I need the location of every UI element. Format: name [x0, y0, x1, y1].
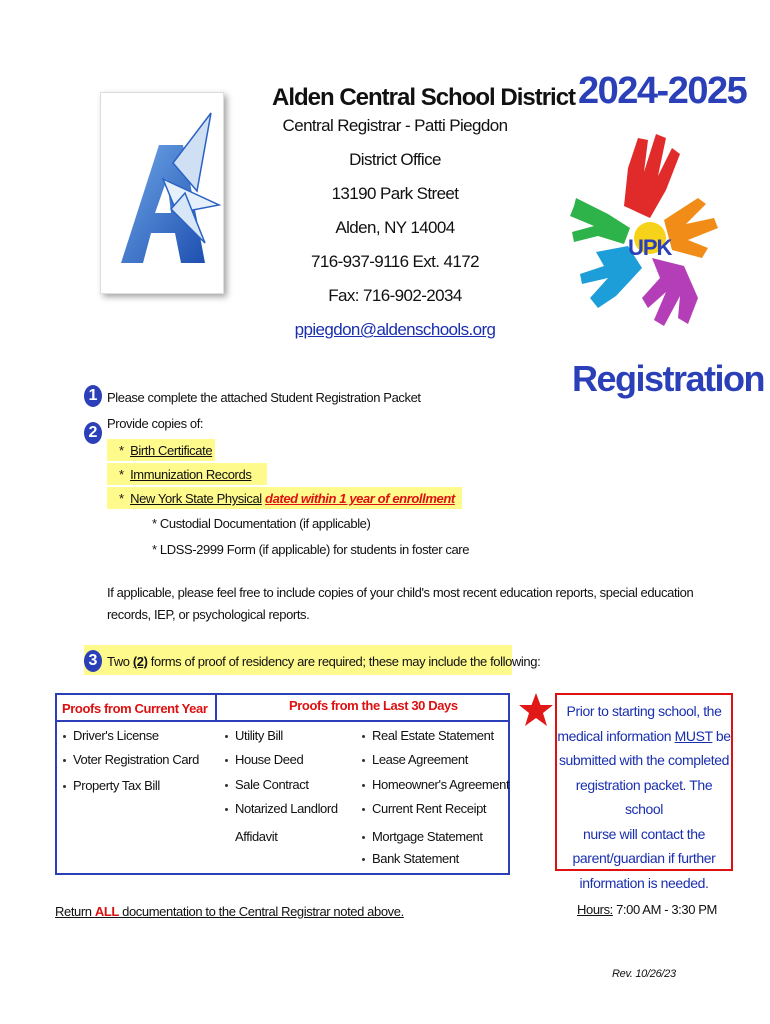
doc-item: * Immunization Records: [119, 467, 252, 482]
hours-value: 7:00 AM - 3:30 PM: [612, 902, 717, 917]
table-column-divider: [215, 693, 217, 722]
list-item: Current Rent Receipt: [362, 801, 486, 816]
birth-certificate-label: Birth Certificate: [130, 443, 213, 458]
district-logo: [100, 92, 224, 294]
step-2-text: Provide copies of:: [107, 416, 204, 431]
physical-label: New York State Physical: [130, 491, 262, 506]
list-item: House Deed: [225, 752, 303, 767]
optional-docs-line-2: records, IEP, or psychological reports.: [107, 607, 310, 622]
notice-line: registration packet. The school: [575, 776, 713, 817]
list-item: Real Estate Statement: [362, 728, 494, 743]
custodial-doc-item: * Custodial Documentation (if applicable): [152, 516, 371, 531]
list-item: Utility Bill: [225, 728, 283, 743]
step-1-text: Please complete the attached Student Registration Packet: [107, 390, 421, 405]
fax-number: Fax: 716-902-2034: [328, 286, 462, 305]
hours-label: Hours:: [577, 902, 613, 917]
email-wrapper: [250, 320, 540, 340]
all-emphasis: ALL: [94, 904, 119, 919]
registration-title: Registration: [572, 358, 765, 399]
table-divider: [55, 720, 510, 722]
last-30-days-heading: Proofs from the Last 30 Days: [289, 698, 458, 713]
street-address: 13190 Park Street: [331, 184, 459, 203]
program-label: UPK: [628, 235, 672, 260]
step-number-1: 1: [84, 385, 102, 407]
notice-line: parent/guardian if further: [572, 850, 716, 866]
must-emphasis: MUST: [674, 727, 713, 744]
optional-docs-line-1: If applicable, please feel free to include copies of your child's most recent education reports, special education: [107, 585, 694, 600]
residency-count: (2): [132, 654, 148, 669]
physical-note: dated within 1 year of enrollment: [265, 491, 455, 506]
city-state-zip: Alden, NY 14004: [335, 218, 455, 237]
list-item: Homeowner's Agreement: [362, 777, 509, 792]
notice-line: nurse will contact the: [583, 825, 705, 842]
step-number-3: 3: [84, 650, 102, 672]
office-name: District Office: [349, 150, 441, 169]
notice-line: medical information MUST be: [557, 727, 731, 744]
revision-date: Rev. 10/26/23: [612, 968, 676, 980]
list-item: Sale Contract: [225, 777, 309, 792]
notice-line: information is needed.: [579, 874, 709, 891]
list-item: Notarized Landlord: [225, 801, 338, 816]
step-number-2: 2: [84, 422, 102, 444]
office-hours: [577, 902, 717, 917]
list-item-continued: Affidavit: [235, 829, 278, 844]
doc-item: * Birth Certificate: [119, 443, 213, 458]
star-icon: [518, 692, 554, 728]
school-year: 2024-2025: [578, 70, 747, 112]
district-name: Alden Central School District: [272, 84, 576, 111]
step-3-text: Two (2) forms of proof of residency are required; these may include the following:: [107, 654, 541, 669]
phone-number: 716-937-9116 Ext. 4172: [311, 252, 479, 271]
list-item: Voter Registration Card: [63, 752, 199, 767]
notice-line: Prior to starting school, the: [566, 703, 722, 719]
list-item: Mortgage Statement: [362, 829, 483, 844]
doc-item: * New York State Physical dated within 1 year of enrollment: [119, 491, 455, 506]
ldss-form-item: * LDSS-2999 Form (if applicable) for students in foster care: [152, 542, 470, 557]
list-item: Driver's License: [63, 728, 159, 743]
list-item: Lease Agreement: [362, 752, 468, 767]
list-item: Bank Statement: [362, 851, 459, 866]
list-item: Property Tax Bill: [63, 778, 160, 793]
immunization-records-label: Immunization Records: [130, 467, 252, 482]
email-link[interactable]: ppiegdon@aldenschools.org: [294, 320, 496, 339]
medical-notice: [555, 693, 733, 891]
notice-line: submitted with the completed: [558, 752, 730, 768]
alden-a-star-icon: [101, 93, 223, 293]
current-year-heading: Proofs from Current Year: [62, 701, 208, 716]
registrar-name: Central Registrar - Patti Piegdon: [282, 116, 508, 135]
return-instructions: Return ALL documentation to the Central Registrar noted above.: [55, 904, 404, 919]
